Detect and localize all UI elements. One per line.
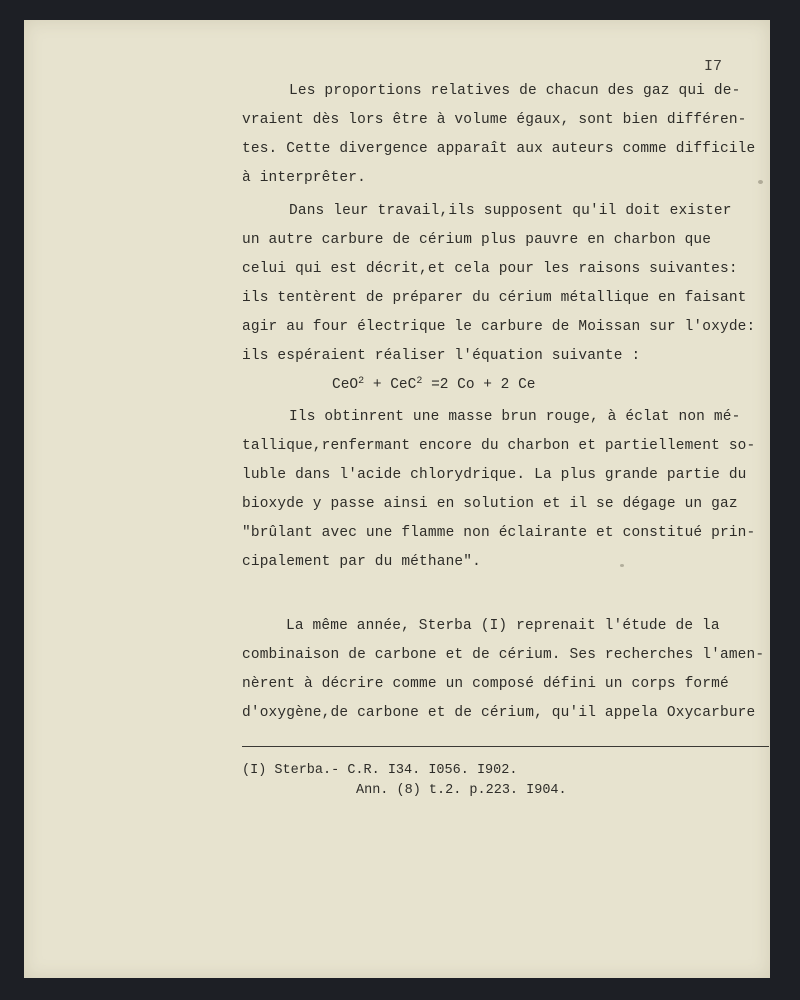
text-line: tes. Cette divergence apparaît aux auteurs comme difficile xyxy=(242,141,756,157)
text-line: cipalement par du méthane". xyxy=(242,554,481,570)
text-line: La même année, Sterba (I) reprenait l'étude de la xyxy=(286,618,720,634)
ink-spot xyxy=(620,564,624,567)
ink-spot xyxy=(758,180,763,184)
document-page xyxy=(24,20,770,978)
equation-term: + CeC xyxy=(372,377,417,393)
footnote-separator xyxy=(242,746,769,747)
equation-exponent: 2 xyxy=(358,376,365,387)
text-line: Ils obtinrent une masse brun rouge, à éclat non mé- xyxy=(289,409,741,425)
text-line: luble dans l'acide chlorydrique. La plus grande partie du xyxy=(242,467,747,483)
text-line: nèrent à décrire comme un composé défini un corps formé xyxy=(242,676,729,692)
text-line: "brûlant avec une flamme non éclairante et constitué prin- xyxy=(242,525,756,541)
chemical-equation xyxy=(332,376,535,393)
text-line: ils espéraient réaliser l'équation suivante : xyxy=(242,348,641,364)
text-line: tallique,renfermant encore du charbon et partiellement so- xyxy=(242,438,756,454)
text-line: celui qui est décrit,et cela pour les raisons suivantes: xyxy=(242,261,738,277)
equation-result: =2 Co + 2 Ce xyxy=(431,377,536,393)
text-line: Les proportions relatives de chacun des gaz qui de- xyxy=(289,83,741,99)
equation-term: CeO xyxy=(332,377,359,393)
text-line: agir au four électrique le carbure de Moissan sur l'oxyde: xyxy=(242,319,756,335)
page-number: I7 xyxy=(704,58,723,75)
text-line: ils tentèrent de préparer du cérium métallique en faisant xyxy=(242,290,747,306)
text-line: à interprêter. xyxy=(242,170,366,186)
footnote-line: (I) Sterba.- C.R. I34. I056. I902. xyxy=(242,763,518,778)
text-line: bioxyde y passe ainsi en solution et il se dégage un gaz xyxy=(242,496,738,512)
footnote-line: Ann. (8) t.2. p.223. I904. xyxy=(356,783,567,798)
text-line: vraient dès lors être à volume égaux, sont bien différen- xyxy=(242,112,747,128)
text-line: Dans leur travail,ils supposent qu'il doit exister xyxy=(289,203,732,219)
text-line: combinaison de carbone et de cérium. Ses recherches l'amen- xyxy=(242,647,765,663)
text-line: d'oxygène,de carbone et de cérium, qu'il appela Oxycarbure xyxy=(242,705,756,721)
equation-exponent: 2 xyxy=(416,376,423,387)
text-line: un autre carbure de cérium plus pauvre en charbon que xyxy=(242,232,712,248)
